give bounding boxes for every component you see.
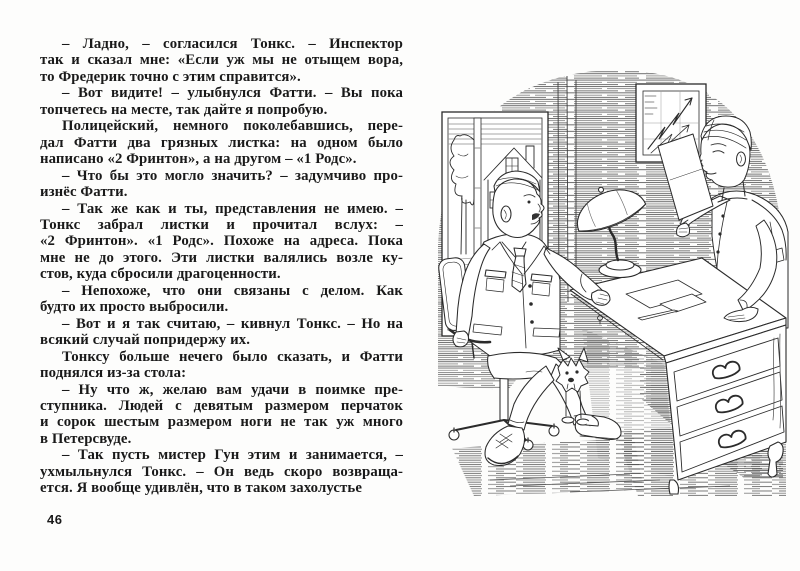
paragraph <box>40 382 403 448</box>
paragraph <box>40 118 403 167</box>
text-line: стов, куда сбросили драгоценности. <box>40 266 281 283</box>
text-line: то Фредерик точно с этим справится». <box>40 68 301 85</box>
text-line: написано «2 Фринтон», а на другом – «1 Родс». <box>40 151 357 168</box>
paragraph <box>40 201 403 283</box>
paragraph <box>40 316 403 349</box>
text-line: – Ну что ж, желаю вам удачи в поимке пре- <box>62 381 403 398</box>
text-line: дал Фатти два грязных листка: на одном было <box>40 134 403 151</box>
text-line: Полицейский, немного поколебавшись, пере- <box>62 118 403 135</box>
text-line: в Петерсвуде. <box>40 430 132 447</box>
text-line: – Непохоже, что они связаны с делом. Как <box>62 282 403 299</box>
illustration <box>430 28 792 506</box>
text-line: всякий случай попридержу их. <box>40 332 250 349</box>
paragraph <box>40 283 403 316</box>
text-line: Тонксу больше нечего было сказать, и Фатти <box>62 348 403 365</box>
page-number: 46 <box>47 512 63 527</box>
text-line: «2 Фринтон». «1 Родс». Похоже на адреса. Пока <box>40 233 403 250</box>
text-line: мне не до этого. Эти листки валялись возле ку- <box>40 249 403 266</box>
text-line: – Вот и я так считаю, – кивнул Тонкс. – Но на <box>62 315 403 332</box>
text-line: ется. Я вообще удивлён, что в таком захолустье <box>40 480 363 497</box>
paragraph <box>40 168 403 201</box>
text-line: ухмыльнулся Тонкс. – Он ведь скоро возвраща- <box>40 463 403 480</box>
text-line: – Так же как и ты, представления не имею. – <box>62 200 403 217</box>
text-line: изнёс Фатти. <box>40 184 128 201</box>
text-column <box>40 36 403 497</box>
text-line: – Вот видите! – улыбнулся Фатти. – Вы пока <box>62 85 403 102</box>
book-illustration-svg <box>430 28 792 506</box>
text-line: – Что бы это могло значить? – задумчиво про- <box>62 167 403 184</box>
paragraph <box>40 349 403 382</box>
text-line: так и сказал мне: «Если уж мы не отыщем вора, <box>40 52 403 69</box>
text-line: ступника. Людей с девятым размером перчаток <box>40 397 403 414</box>
text-line: топчетесь на месте, так дайте я попробую. <box>40 101 328 118</box>
text-line: – Так пусть мистер Гун этим и занимается, – <box>62 447 403 464</box>
text-line: будто их просто выбросили. <box>40 299 229 316</box>
text-line: Тонкс забрал листки и прочитал вслух: – <box>40 216 403 233</box>
text-line: – Ладно, – согласился Тонкс. – Инспектор <box>62 36 403 52</box>
paragraph <box>40 85 403 118</box>
paragraph <box>40 36 403 85</box>
paragraph <box>40 447 403 496</box>
text-line: и сорок шестым размером ноги не так уж много <box>40 414 403 431</box>
text-line: поднялся из-за стола: <box>40 365 187 382</box>
